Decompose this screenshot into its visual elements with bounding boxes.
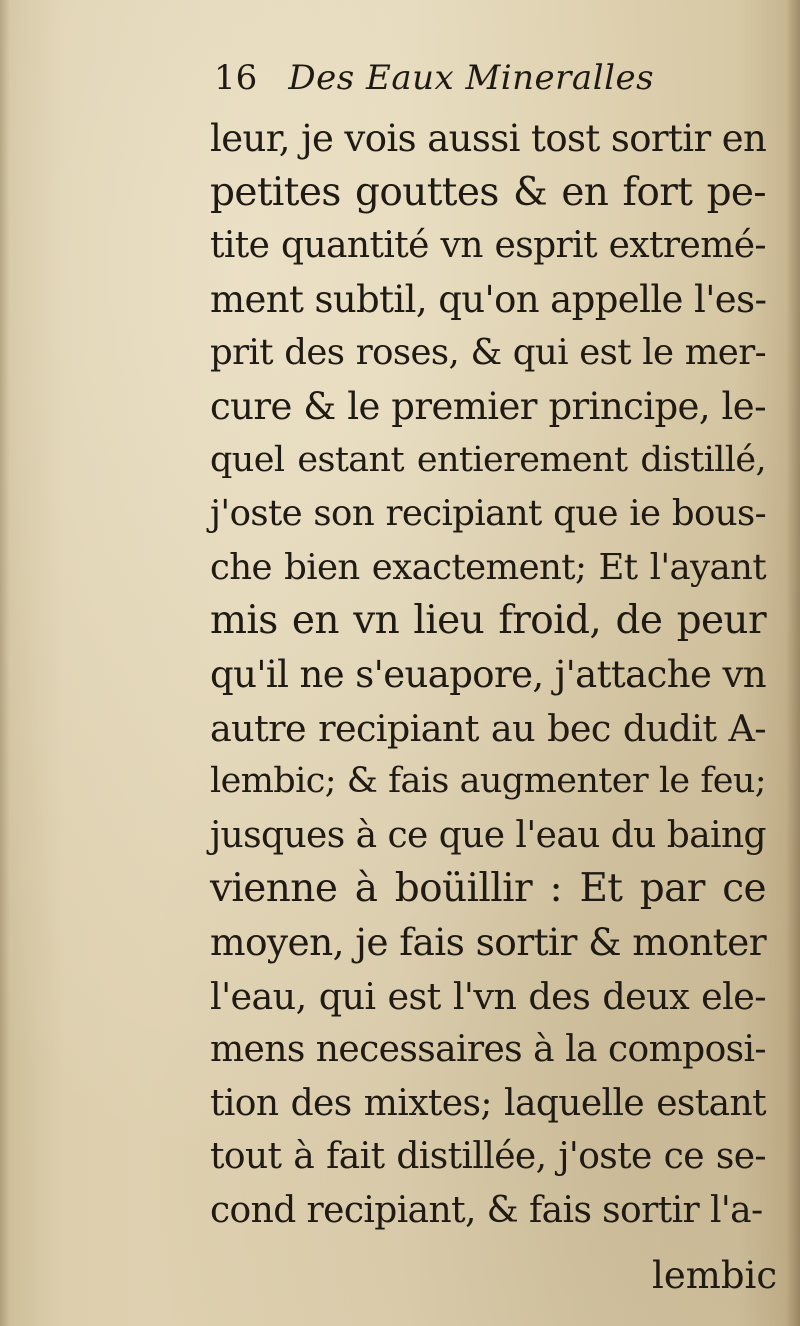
- page-number: 16: [214, 58, 258, 98]
- text-line: leur, je vois aussi tost sortir en: [210, 117, 767, 160]
- text-line: petites gouttes & en fort pe-: [210, 169, 766, 215]
- text-line: tout à fait distillée, j'oste ce se-: [210, 1136, 766, 1178]
- text-line: mens necessaires à la composi-: [210, 1029, 766, 1071]
- text-line: cure & le premier principe, le-: [210, 384, 766, 428]
- text-line: ment subtil, qu'on appelle l'es-: [210, 277, 767, 321]
- text-line: vienne à boüillir : Et par ce: [210, 866, 766, 912]
- text-line: quel estant entierement distillé,: [210, 439, 766, 480]
- text-line: jusques à ce que l'eau du baing: [210, 814, 766, 856]
- text-line: l'eau, qui est l'vn des deux ele-: [210, 974, 766, 1018]
- page-shadow-left: [0, 0, 10, 1326]
- text-line: mis en vn lieu froid, de peur: [210, 598, 766, 644]
- running-head: [214, 58, 754, 110]
- text-line: cond recipiant, & fais sortir l'a-: [210, 1189, 763, 1231]
- text-line: j'oste son recipiant que ie bous-: [210, 493, 766, 535]
- body-text: [210, 112, 766, 1237]
- catchword: lembic: [652, 1254, 778, 1297]
- text-line: tion des mixtes; laquelle estant: [210, 1082, 766, 1124]
- text-line: che bien exactement; Et l'ayant: [210, 546, 766, 588]
- running-title: Des Eaux Mineralles: [288, 58, 655, 98]
- text-line: prit des roses, & qui est le mer-: [210, 332, 766, 374]
- text-line: qu'il ne s'euapore, j'attache vn: [210, 652, 766, 696]
- text-line: moyen, je fais sortir & monter: [210, 919, 767, 964]
- text-line: autre recipiant au bec dudit A-: [210, 706, 766, 750]
- text-line: lembic; & fais augmenter le feu;: [210, 761, 766, 802]
- page-shadow-right: [786, 0, 800, 1326]
- text-line: tite quantité vn esprit extremé-: [210, 225, 766, 267]
